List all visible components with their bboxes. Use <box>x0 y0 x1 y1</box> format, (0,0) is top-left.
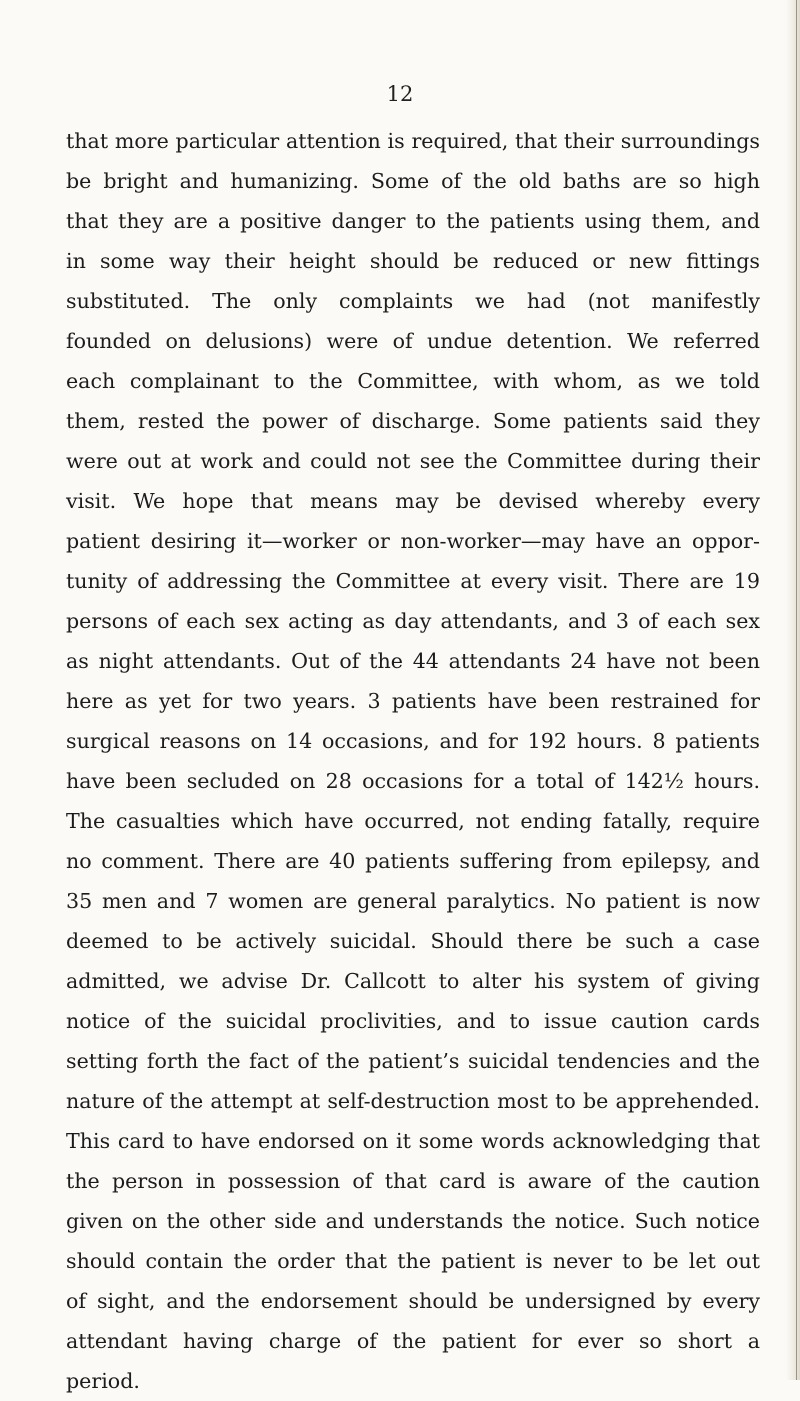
text-line: given on the other side and understands the notice. Such notice <box>66 1209 760 1233</box>
text-line: be bright and humanizing. Some of the old baths are so high <box>66 169 760 193</box>
text-line: persons of each sex acting as day attendants, and 3 of each sex <box>66 609 760 633</box>
text-line: admitted, we advise Dr. Callcott to alter his system of giving <box>66 969 760 993</box>
text-line: attendant having charge of the patient for ever so short a <box>66 1329 760 1353</box>
text-line: 35 men and 7 women are general paralytics. No patient is now <box>66 889 760 913</box>
text-line: setting forth the fact of the patient’s suicidal tendencies and the <box>66 1049 760 1073</box>
text-line: of sight, and the endorsement should be undersigned by every <box>66 1289 760 1313</box>
text-line: tunity of addressing the Committee at every visit. There are 19 <box>66 569 760 593</box>
text-line: have been secluded on 28 occasions for a total of 142½ hours. <box>66 769 760 793</box>
text-line: surgical reasons on 14 occasions, and for 192 hours. 8 patients <box>66 729 760 753</box>
text-line: notice of the suicidal proclivities, and to issue caution cards <box>66 1009 760 1033</box>
text-line: patient desiring it—worker or non-worker—may have an oppor- <box>66 529 760 553</box>
text-line: no comment. There are 40 patients suffering from epilepsy, and <box>66 849 760 873</box>
body-paragraph <box>66 121 760 1401</box>
page-edge-line <box>796 0 797 1380</box>
text-line: visit. We hope that means may be devised whereby every <box>66 489 760 513</box>
text-line: here as yet for two years. 3 patients have been restrained for <box>66 689 760 713</box>
text-line: should contain the order that the patient is never to be let out <box>66 1249 760 1273</box>
text-line: deemed to be actively suicidal. Should there be such a case <box>66 929 760 953</box>
page-number: 12 <box>386 82 414 106</box>
text-line: that more particular attention is required, that their surroundings <box>66 129 760 153</box>
text-line: The casualties which have occurred, not ending fatally, require <box>66 809 760 833</box>
text-line: as night attendants. Out of the 44 attendants 24 have not been <box>66 649 760 673</box>
text-line: founded on delusions) were of undue detention. We referred <box>66 329 760 353</box>
text-line: substituted. The only complaints we had (not manifestly <box>66 289 760 313</box>
text-line: them, rested the power of discharge. Some patients said they <box>66 409 760 433</box>
text-line: This card to have endorsed on it some words acknowledging that <box>66 1129 760 1153</box>
text-line: period. <box>66 1369 140 1393</box>
text-line: the person in possession of that card is aware of the caution <box>66 1169 760 1193</box>
text-line: nature of the attempt at self-destruction most to be apprehended. <box>66 1089 760 1113</box>
text-line: each complainant to the Committee, with whom, as we told <box>66 369 760 393</box>
text-line: that they are a positive danger to the patients using them, and <box>66 209 760 233</box>
text-line: in some way their height should be reduced or new fittings <box>66 249 760 273</box>
text-line: were out at work and could not see the Committee during their <box>66 449 760 473</box>
page-edge-shadow <box>786 0 800 1380</box>
